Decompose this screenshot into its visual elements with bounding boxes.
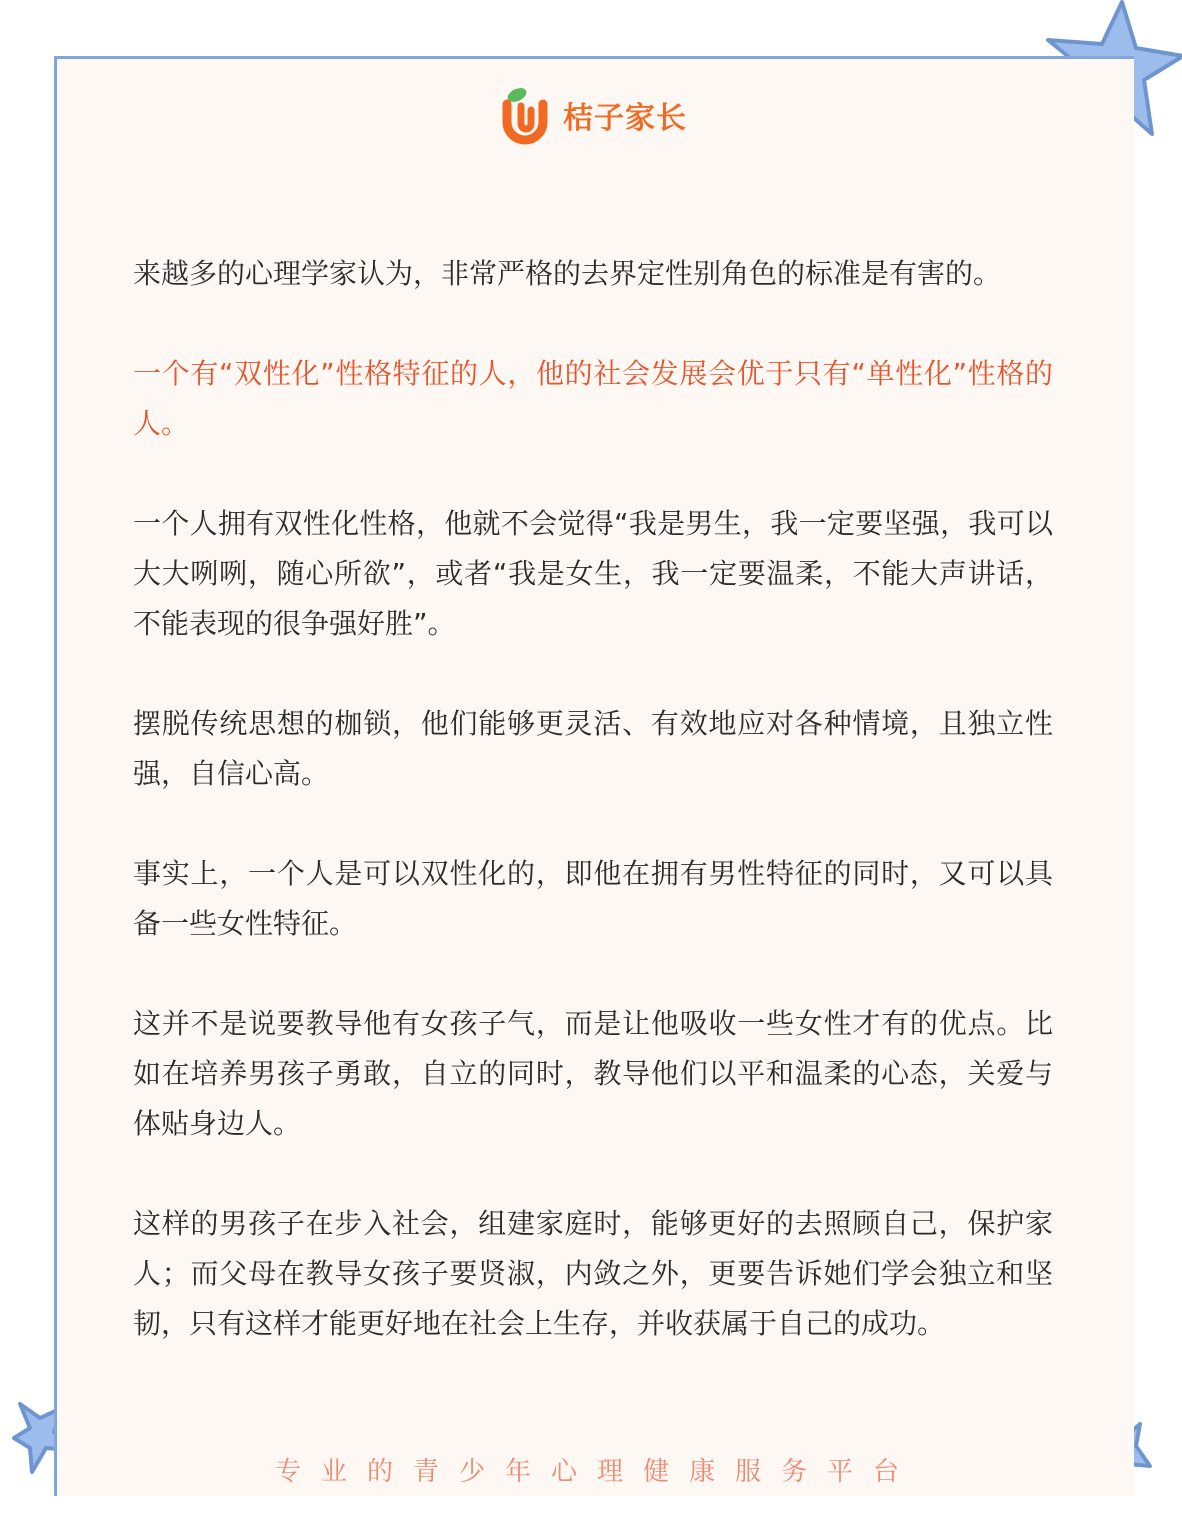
footer-tagline: 专业的青少年心理健康服务平台 — [274, 1457, 919, 1487]
orange-fruit-logo-icon — [497, 84, 553, 146]
paragraph: 摆脱传统思想的枷锁，他们能够更灵活、有效地应对各种情境，且独立性强，自信心高。 — [133, 707, 1053, 790]
paragraph: 一个人拥有双性化性格，他就不会觉得“我是男生，我一定要坚强，我可以大大咧咧，随心所欲”，或者“我是女生，我一定要温柔，不能大声讲话，不能表现的很争强好胜”。 — [133, 507, 1053, 640]
paragraph: 这样的男孩子在步入社会，组建家庭时，能够更好的去照顾自己，保护家人；而父母在教导女孩子要贤淑，内敛之外，更要告诉她们学会独立和坚韧，只有这样才能更好地在社会上生存，并收获属于自己的成功。 — [133, 1207, 1053, 1340]
brand-name: 桔子家长 — [563, 101, 687, 136]
paragraph: 事实上，一个人是可以双性化的，即他在拥有男性特征的同时，又可以具备一些女性特征。 — [133, 857, 1053, 940]
paragraph: 来越多的心理学家认为，非常严格的去界定性别角色的标准是有害的。 — [133, 257, 1002, 290]
brand-header — [497, 83, 687, 147]
article-body — [133, 249, 1053, 1399]
article-card — [54, 56, 1134, 1496]
highlighted-paragraph: 一个有“双性化”性格特征的人，他的社会发展会优于只有“单性化”性格的人。 — [133, 357, 1053, 440]
paragraph: 这并不是说要教导他有女孩子气，而是让他吸收一些女性才有的优点。比如在培养男孩子勇敢，自立的同时，教导他们以平和温柔的心态，关爱与体贴身边人。 — [133, 1007, 1053, 1140]
